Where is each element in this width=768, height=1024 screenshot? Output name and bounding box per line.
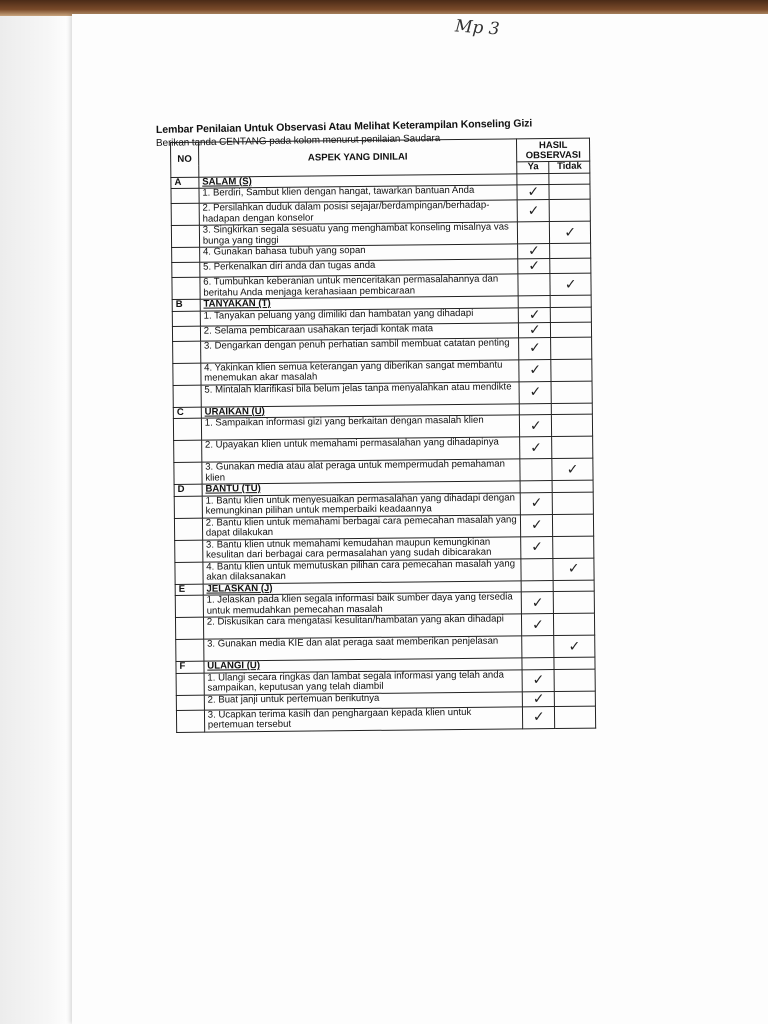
tidak-cell <box>555 691 596 706</box>
checkmark-ya-icon: ✓ <box>517 185 549 200</box>
header-hasil-observasi: HASIL OBSERVASI <box>517 138 590 162</box>
checkmark-ya-icon: ✓ <box>520 415 552 437</box>
handwritten-note: Mp 3 <box>454 16 501 40</box>
criterion-text: 2. Upayakan klien untuk memahami permasalahan yang dihadapinya <box>201 437 520 462</box>
ya-cell <box>518 222 550 244</box>
checkmark-tidak-icon: ✓ <box>550 273 591 295</box>
ya-cell <box>518 274 550 296</box>
criterion-no-cell <box>176 710 204 732</box>
tidak-cell <box>551 337 592 359</box>
tidak-cell <box>551 322 592 337</box>
checkmark-ya-icon: ✓ <box>522 669 554 691</box>
criterion-text: 4. Bantu klien untuk memutuskan pilihan cara pemecahan masalah yang akan dilaksanakan <box>203 558 522 583</box>
criterion-no-cell <box>176 695 204 710</box>
criterion-no-cell <box>172 247 200 262</box>
criterion-no-cell <box>173 363 201 385</box>
section-tidak-cell <box>549 173 590 185</box>
checkmark-ya-icon: ✓ <box>522 592 554 614</box>
section-letter: A <box>171 177 199 189</box>
section-title: TANYAKAN (T) <box>200 296 519 311</box>
criterion-text: 1. Berdiri, Sambut klien dengan hangat, tawarkan bantuan Anda <box>199 185 518 203</box>
tidak-cell <box>554 669 595 691</box>
tidak-cell <box>552 436 593 458</box>
header-no: NO <box>171 142 199 177</box>
criterion-text: 4. Gunakan bahasa tubuh yang sopan <box>199 244 518 262</box>
checkmark-ya-icon: ✓ <box>521 536 553 558</box>
tidak-cell <box>549 184 590 199</box>
criterion-text: 3. Gunakan media KIE dan alat peraga saat memberikan penjelasan <box>203 636 522 661</box>
criterion-text: 3. Singkirkan segala sesuatu yang menghambat konseling misalnya vas bunga yang tinggi <box>199 222 518 247</box>
section-letter: D <box>174 484 202 496</box>
tidak-cell <box>552 414 593 436</box>
section-ya-cell <box>518 296 550 308</box>
checkmark-ya-icon: ✓ <box>519 307 551 322</box>
criterion-text: 5. Perkenalkan diri anda dan tugas anda <box>200 259 519 277</box>
criterion-text: 1. Bantu klien untuk menyesuaikan permasalahan yang dihadapi dengan kemungkinan pilihan untuk memperbaiki keadaannya <box>202 492 521 517</box>
section-title: BANTU (TU) <box>202 481 521 496</box>
checkmark-ya-icon: ✓ <box>518 244 550 259</box>
header-tidak: Tidak <box>549 161 590 173</box>
header-aspek: ASPEK YANG DINILAI <box>198 139 517 177</box>
checkmark-ya-icon: ✓ <box>519 337 551 359</box>
criterion-text: 3. Ucapkan terima kasih dan penghargaan kepada klien untuk pertemuan tersebut <box>204 706 523 731</box>
tidak-cell <box>551 359 592 381</box>
tidak-cell <box>553 514 594 536</box>
section-letter: F <box>176 661 204 673</box>
criterion-text: 2. Persilahkan duduk dalam posisi sejajar/berdampingan/berhadap-hadapan dengan konselor <box>199 200 518 225</box>
criterion-no-cell <box>172 277 200 299</box>
section-title: ULANGI (U) <box>204 658 523 673</box>
table-body <box>171 173 596 732</box>
checkmark-ya-icon: ✓ <box>521 514 553 536</box>
section-tidak-cell <box>552 403 593 415</box>
criterion-text: 2. Selama pembicaraan usahakan terjadi kontak mata <box>200 322 519 340</box>
tidak-cell <box>555 706 596 728</box>
criterion-no-cell <box>171 225 199 247</box>
criterion-no-cell <box>175 562 203 584</box>
tidak-cell <box>553 492 594 514</box>
criterion-no-cell <box>173 341 201 363</box>
criterion-text: 6. Tumbuhkan keberanian untuk menceritakan permasalahannya dan beritahu Anda menjaga kerahasiaan pembicaraan <box>200 274 519 299</box>
tidak-cell <box>553 536 594 558</box>
criterion-no-cell <box>173 418 201 440</box>
checkmark-ya-icon: ✓ <box>522 614 554 636</box>
criterion-text: 3. Dengarkan dengan penuh perhatian sambil membuat catatan penting <box>200 337 519 362</box>
tidak-cell <box>551 307 592 322</box>
criterion-no-cell <box>176 639 204 661</box>
criterion-no-cell <box>172 262 200 277</box>
section-ya-cell <box>521 580 553 592</box>
criterion-no-cell <box>174 462 202 484</box>
section-tidak-cell <box>554 657 595 669</box>
section-title: JELASKAN (J) <box>203 580 522 595</box>
ya-cell <box>521 558 553 580</box>
section-title: SALAM (S) <box>199 173 518 188</box>
checkmark-ya-icon: ✓ <box>518 259 550 274</box>
section-tidak-cell <box>550 295 591 307</box>
document-title: Lembar Penilaian Untuk Observasi Atau Melihat Keterampilan Konseling Gizi <box>155 117 533 136</box>
observation-table <box>170 138 596 733</box>
criterion-text: 3. Bantu klien utnuk memahami kemudahan maupun kemungkinan kesulitan dari berbagai cara permasalahan yang sudah dibicarakan <box>202 536 521 561</box>
criterion-text: 1. Ulangi secara ringkas dan lambat segala informasi yang telah anda sampaikan, keputusan yang telah diambil <box>204 669 523 694</box>
checkmark-ya-icon: ✓ <box>519 322 551 337</box>
checkmark-ya-icon: ✓ <box>519 359 551 381</box>
criterion-no-cell <box>172 311 200 326</box>
criterion-no-cell <box>175 595 203 617</box>
ya-cell <box>520 459 552 481</box>
checkmark-ya-icon: ✓ <box>520 437 552 459</box>
checkmark-tidak-icon: ✓ <box>552 458 593 480</box>
criterion-text: 1. Tanyakan peluang yang dimiliki dan hambatan yang dihadapi <box>200 307 519 325</box>
section-ya-cell <box>520 403 552 415</box>
criterion-no-cell <box>175 540 203 562</box>
criterion-text: 1. Jelaskan pada klien segala informasi baik sumber daya yang tersedia untuk memudahkan pemecahan masalah <box>203 592 522 617</box>
criterion-text: 4. Yakinkan klien semua keterangan yang diberikan sangat membantu menemukan akar masalah <box>201 359 520 384</box>
criterion-no-cell <box>173 385 201 407</box>
tidak-cell <box>554 591 595 613</box>
ya-cell <box>522 636 554 658</box>
criterion-text: 3. Gunakan media atau alat peraga untuk mempermudah pemahaman klien <box>202 459 521 484</box>
section-title: URAIKAN (U) <box>201 403 520 418</box>
tidak-cell <box>554 613 595 635</box>
section-tidak-cell <box>553 580 594 592</box>
criterion-text: 2. Bantu klien untuk memahami berbagai cara pemecahan masalah yang dapat dilakukan <box>202 514 521 539</box>
checkmark-ya-icon: ✓ <box>520 492 552 514</box>
section-letter: B <box>172 299 200 311</box>
criterion-no-cell <box>175 617 203 639</box>
checkmark-tidak-icon: ✓ <box>550 221 591 243</box>
criterion-no-cell <box>171 188 199 203</box>
observation-table-wrapper <box>170 138 596 733</box>
tidak-cell <box>551 381 592 403</box>
section-ya-cell <box>517 173 549 185</box>
checkmark-ya-icon: ✓ <box>523 691 555 706</box>
tidak-cell <box>550 258 591 273</box>
section-tidak-cell <box>552 480 593 492</box>
criterion-no-cell <box>176 673 204 695</box>
background-margin <box>0 16 72 1024</box>
criterion-text: 2. Diskusikan cara mengatasi kesulitan/hambatan yang akan dihadapi <box>203 614 522 639</box>
section-letter: C <box>173 407 201 419</box>
section-letter: E <box>175 584 203 596</box>
checkmark-tidak-icon: ✓ <box>554 635 595 657</box>
criterion-no-cell <box>171 203 199 225</box>
criterion-no-cell <box>172 326 200 341</box>
criterion-no-cell <box>174 440 202 462</box>
checkmark-ya-icon: ✓ <box>519 381 551 403</box>
tidak-cell <box>549 199 590 221</box>
checkmark-ya-icon: ✓ <box>517 200 549 222</box>
document-instruction: Berikan tanda CENTANG pada kolom menurut penilaian Saudara <box>155 133 441 149</box>
criterion-text: 5. Mintalah klarifikasi bila belum jelas tanpa menyalahkan atau mendikte <box>201 381 520 406</box>
tidak-cell <box>550 243 591 258</box>
criterion-row <box>176 706 595 732</box>
criterion-no-cell <box>174 518 202 540</box>
criterion-text: 1. Sampaikan informasi gizi yang berkaitan dengan masalah klien <box>201 415 520 440</box>
checkmark-ya-icon: ✓ <box>523 706 555 728</box>
header-ya: Ya <box>517 162 549 174</box>
section-ya-cell <box>522 658 554 670</box>
criterion-text: 2. Buat janji untuk pertemuan berikutnya <box>204 691 523 709</box>
section-ya-cell <box>520 481 552 493</box>
criterion-no-cell <box>174 496 202 518</box>
checkmark-tidak-icon: ✓ <box>553 558 594 580</box>
